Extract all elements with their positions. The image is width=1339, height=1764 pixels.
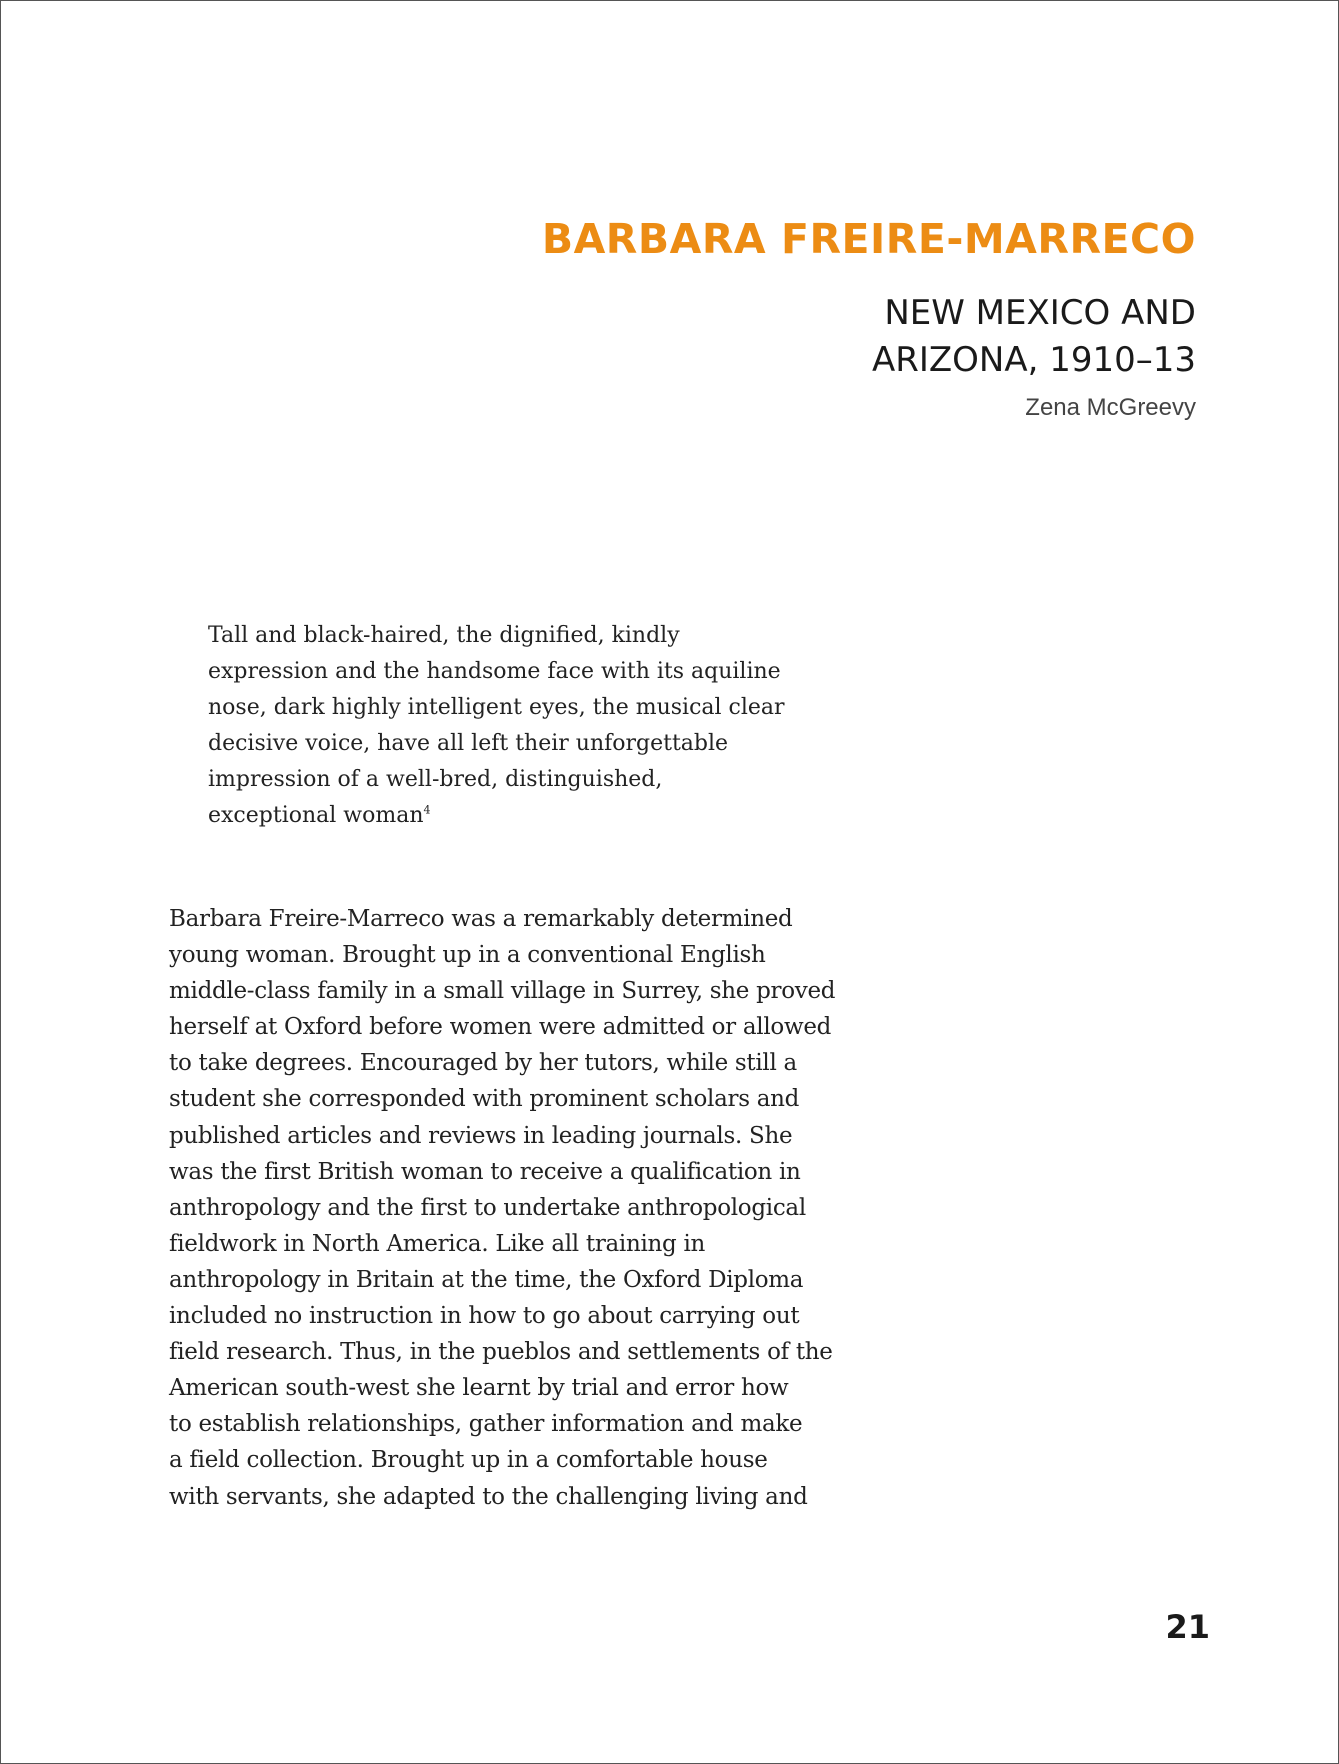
body-line: middle-class family in a small village in Surrey, she proved: [169, 978, 836, 1005]
body-line: a field collection. Brought up in a comfortable house: [169, 1447, 768, 1474]
body-line: field research. Thus, in the pueblos and settlements of the: [169, 1339, 833, 1366]
epigraph-line: exceptional woman: [208, 803, 424, 828]
epigraph-last-line: [208, 798, 785, 834]
body-line: published articles and reviews in leading journals. She: [169, 1122, 793, 1149]
chapter-subtitle-line: ARIZONA, 1910–13: [871, 340, 1196, 380]
epigraph-quote: [208, 618, 785, 834]
page-number: 21: [1165, 1608, 1210, 1646]
epigraph-line: nose, dark highly intelligent eyes, the musical clear: [208, 695, 785, 720]
body-line: young woman. Brought up in a conventional English: [169, 942, 766, 969]
epigraph-line: expression and the handsome face with its aquiline: [208, 659, 781, 684]
body-line: student she corresponded with prominent scholars and: [169, 1086, 800, 1113]
body-line: was the first British woman to receive a qualification in: [169, 1158, 801, 1185]
body-line: included no instruction in how to go about carrying out: [169, 1303, 800, 1330]
epigraph-line: decisive voice, have all left their unforgettable: [208, 731, 729, 756]
author-name: Zena McGreevy: [1025, 394, 1196, 421]
body-line: anthropology and the first to undertake anthropological: [169, 1194, 806, 1221]
chapter-title: BARBARA FREIRE-MARRECO: [541, 215, 1196, 263]
body-line: to establish relationships, gather information and make: [169, 1411, 803, 1438]
footnote-marker[interactable]: 4: [423, 803, 431, 817]
chapter-subtitle: [872, 290, 1196, 384]
chapter-subtitle-line: NEW MEXICO AND: [884, 293, 1196, 333]
body-line: with servants, she adapted to the challenging living and: [169, 1483, 808, 1510]
body-line: anthropology in Britain at the time, the Oxford Diploma: [169, 1266, 804, 1293]
epigraph-line: Tall and black-haired, the dignified, kindly: [208, 623, 680, 648]
body-paragraph: [169, 901, 835, 1515]
body-line: American south-west she learnt by trial and error how: [169, 1375, 789, 1402]
body-line: Barbara Freire-Marreco was a remarkably determined: [169, 906, 793, 932]
body-line: to take degrees. Encouraged by her tutors, while still a: [169, 1050, 797, 1077]
body-line: herself at Oxford before women were admitted or allowed: [169, 1014, 832, 1041]
epigraph-line: impression of a well-bred, distinguished,: [208, 767, 663, 792]
body-line: fieldwork in North America. Like all training in: [169, 1230, 706, 1257]
